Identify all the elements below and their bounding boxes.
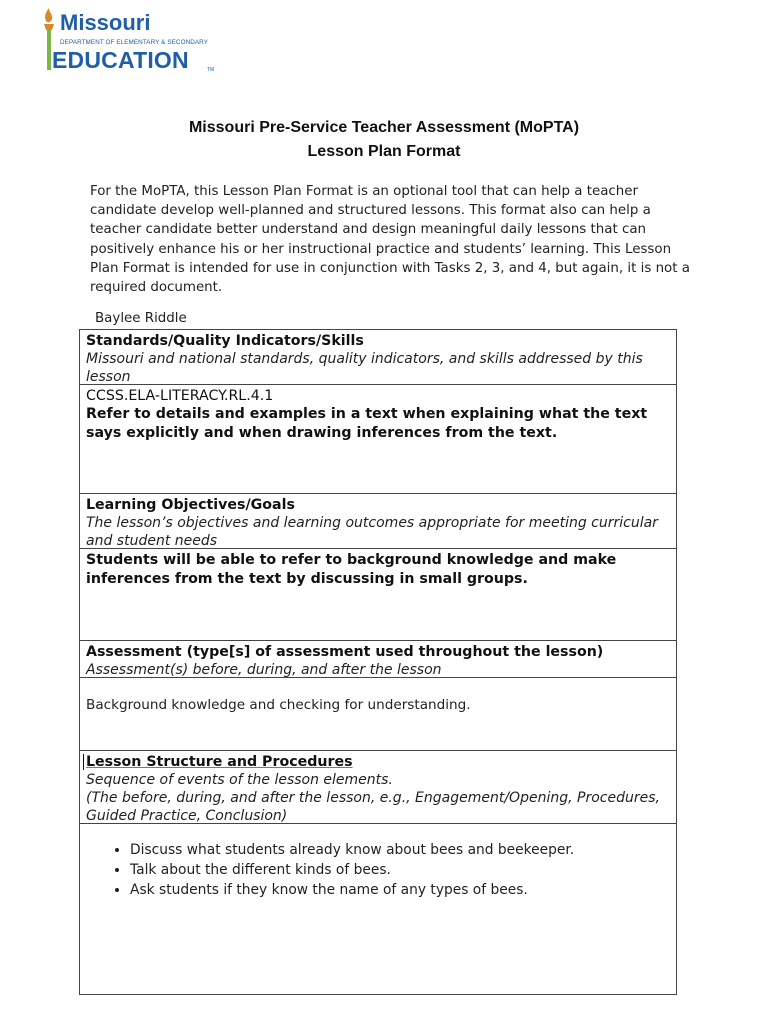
standards-heading: Standards/Quality Indicators/Skills — [86, 333, 364, 349]
standards-content: Refer to details and examples in a text when explaining what the text says explicitly and when drawing inferences from the text. — [86, 406, 648, 441]
objectives-content: Students will be able to refer to background knowledge and make inferences from the text by discussing in small groups. — [86, 552, 617, 587]
document-subtitle: Lesson Plan Format — [307, 143, 461, 160]
list-item: • Ask students if they know the name of any types of bees. — [130, 880, 670, 900]
assessment-description: Assessment(s) before, during, and after the lesson — [86, 662, 442, 678]
standards-content-row[interactable] — [80, 385, 676, 494]
author-name: Baylee Riddle — [95, 311, 187, 326]
lesson-plan-table — [79, 329, 677, 995]
assessment-header-row — [80, 641, 676, 678]
list-item: • Discuss what students already know about bees and beekeeper. — [130, 840, 670, 860]
logo-missouri-text: Missouri — [60, 10, 151, 35]
structure-header-row — [80, 751, 676, 824]
procedure-list — [86, 840, 670, 900]
assessment-content-row[interactable] — [80, 678, 676, 751]
assessment-heading: Assessment (type[s] of assessment used throughout the lesson) — [86, 644, 604, 660]
objectives-heading: Learning Objectives/Goals — [86, 497, 295, 513]
structure-content-row[interactable] — [80, 824, 676, 994]
logo-department-text: DEPARTMENT OF ELEMENTARY & SECONDARY — [60, 39, 208, 46]
standards-description: Missouri and national standards, quality indicators, and skills addressed by this lesson — [86, 351, 643, 385]
missouri-education-logo — [40, 8, 220, 74]
objectives-header-row — [80, 494, 676, 549]
structure-heading[interactable]: Lesson Structure and Procedures — [83, 754, 353, 770]
standards-code: CCSS.ELA-LITERACY.RL.4.1 — [86, 388, 274, 404]
intro-paragraph: For the MoPTA, this Lesson Plan Format is an optional tool that can help a teacher candidate develop well-planned and structured lessons. This format also can help a teacher candidate better understand and design meaningful daily lessons that can positively enhance his or her instructional practice and students’ learning. This Lesson Plan Format is intended for use in conjunction with Tasks 2, 3, and 4, but again, it is not a required document. — [90, 184, 690, 296]
standards-header-row — [80, 330, 676, 385]
structure-description-1: Sequence of events of the lesson elements. — [86, 772, 393, 788]
objectives-content-row[interactable] — [80, 549, 676, 641]
document-title: Missouri Pre-Service Teacher Assessment (MoPTA) — [188, 119, 580, 136]
structure-description-2: (The before, during, and after the lesson, e.g., Engagement/Opening, Procedures, Guided Practice, Conclusion) — [86, 790, 660, 824]
assessment-content: Background knowledge and checking for understanding. — [86, 697, 471, 713]
objectives-description: The lesson’s objectives and learning outcomes appropriate for meeting curricular and student needs — [86, 515, 658, 549]
logo-trademark: TM — [207, 67, 215, 73]
logo-education-text: EDUCATION — [52, 47, 189, 73]
list-item: • Talk about the different kinds of bees. — [130, 860, 670, 880]
